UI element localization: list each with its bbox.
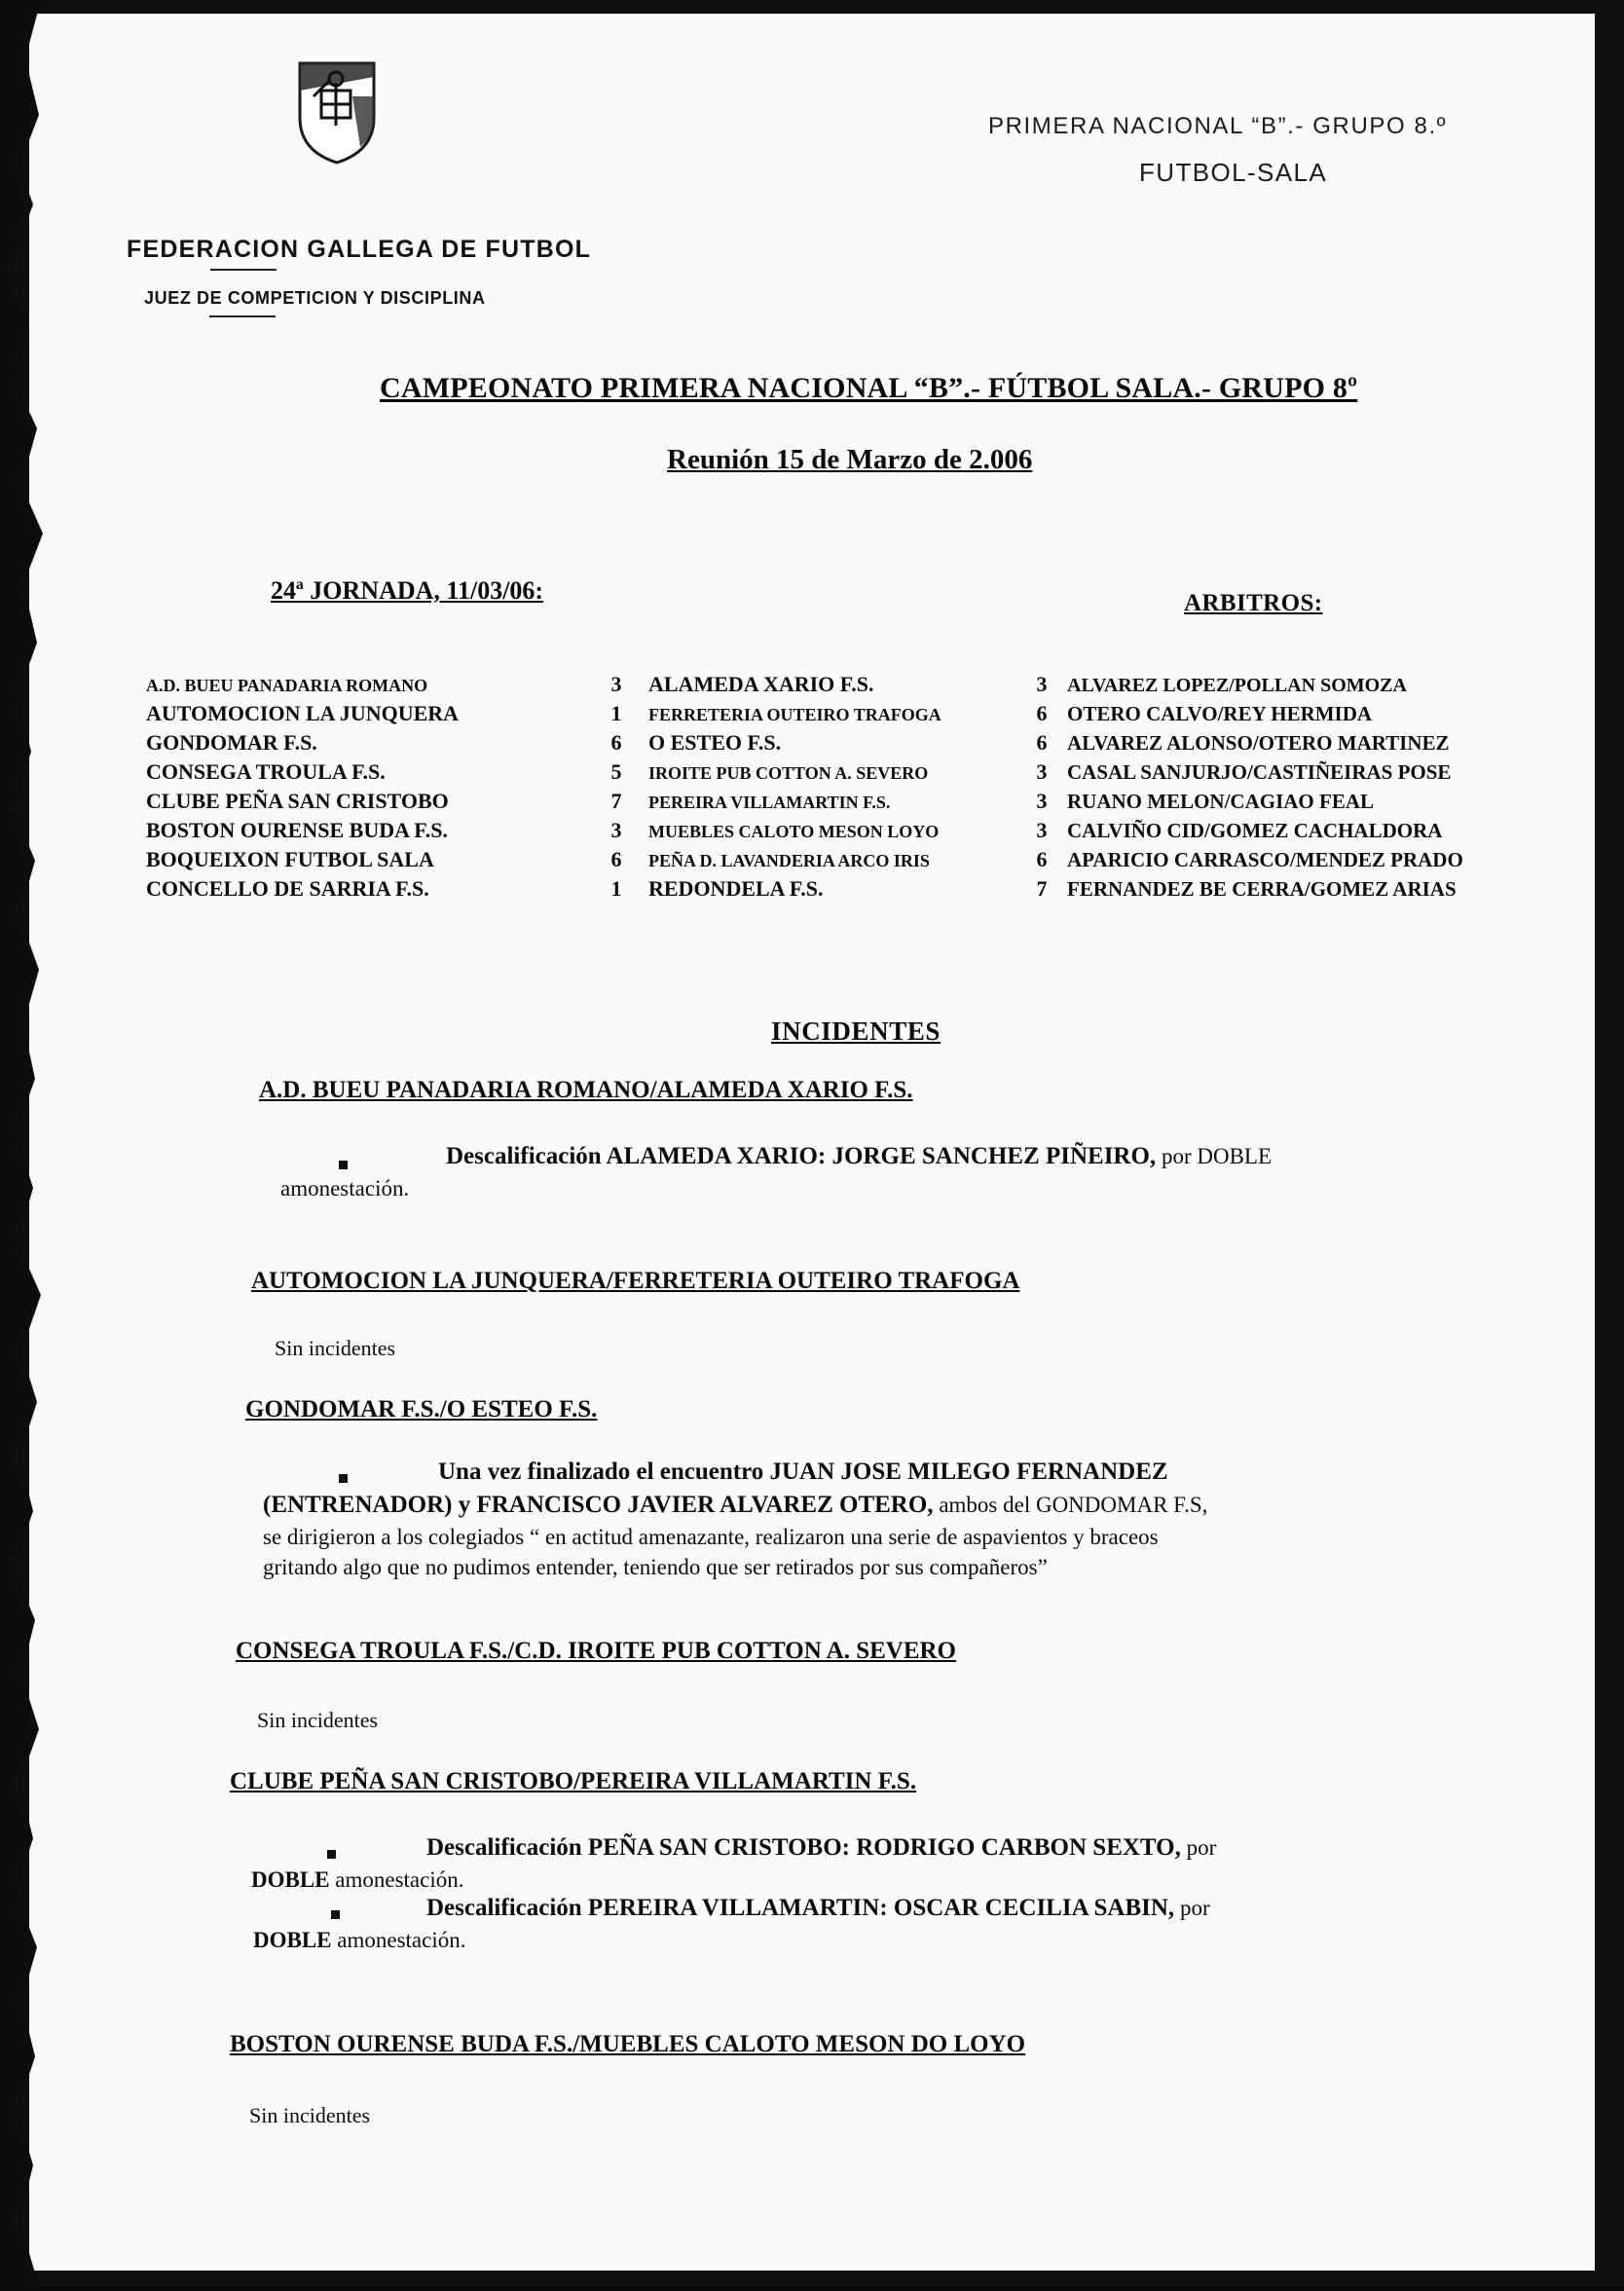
away-team: MUEBLES CALOTO MESON LOYO: [648, 822, 940, 841]
home-team: BOSTON OURENSE BUDA F.S.: [146, 818, 448, 842]
incidents-heading: INCIDENTES: [771, 1016, 941, 1046]
table-row: [146, 759, 1558, 789]
away-score: 3: [1036, 759, 1048, 784]
incident-text-end: amonestación.: [280, 1176, 410, 1201]
away-score: 6: [1036, 701, 1048, 725]
match-referees: CASAL SANJURJO/CASTIÑEIRAS POSE: [1067, 760, 1452, 784]
away-team: PEREIRA VILLAMARTIN F.S.: [648, 793, 891, 812]
home-score: 3: [610, 672, 622, 696]
table-row: [146, 847, 1558, 876]
incident-text-end: amonestación.: [329, 1867, 464, 1892]
home-score: 1: [610, 701, 622, 725]
match-heading: CLUBE PEÑA SAN CRISTOBO/PEREIRA VILLAMARTIN F.S.: [230, 1768, 917, 1794]
match-referees: FERNANDEZ BE CERRA/GOMEZ ARIAS: [1067, 877, 1457, 901]
incident-block-4: [236, 1638, 1521, 1733]
federation-rule-2: [209, 315, 276, 317]
match-referees: ALVAREZ LOPEZ/POLLAN SOMOZA: [1067, 675, 1407, 696]
away-team: REDONDELA F.S.: [648, 876, 824, 901]
table-row: [146, 876, 1558, 905]
away-team: IROITE PUB COTTON A. SEVERO: [648, 763, 929, 783]
away-score: 3: [1036, 818, 1048, 842]
away-team: PEÑA D. LAVANDERIA ARCO IRIS: [648, 851, 930, 870]
match-referees: ALVAREZ ALONSO/OTERO MARTINEZ: [1067, 731, 1450, 755]
meeting-date: Reunión 15 de Marzo de 2.006: [667, 444, 1033, 475]
match-referees: CALVIÑO CID/GOMEZ CACHALDORA: [1067, 819, 1443, 842]
home-score: 6: [610, 847, 622, 871]
shield-crest-icon: [294, 57, 380, 166]
incident-block-3: [245, 1396, 1531, 1423]
table-row: [146, 818, 1558, 847]
table-row: [146, 789, 1558, 818]
document-page: [29, 14, 1595, 2271]
matchday-heading: 24ª JORNADA, 11/03/06:: [271, 576, 544, 605]
table-row: [146, 701, 1558, 730]
home-score: 6: [610, 730, 622, 755]
document-content: [29, 14, 1595, 2271]
header-category-line: PRIMERA NACIONAL “B”.- GRUPO 8.º: [988, 113, 1448, 139]
federation-title: FEDERACION GALLEGA DE FUTBOL: [127, 236, 592, 263]
incident-text-bold: DOBLE: [251, 1867, 330, 1892]
home-team: CONCELLO DE SARRIA F.S.: [146, 876, 429, 901]
home-team: CLUBE PEÑA SAN CRISTOBO: [146, 789, 449, 813]
home-score: 1: [610, 876, 622, 901]
incident-block-1: [259, 1077, 1525, 1104]
home-score: 7: [610, 789, 622, 813]
match-heading: A.D. BUEU PANADARIA ROMANO/ALAMEDA XARIO F.S.: [259, 1077, 913, 1103]
referees-heading: ARBITROS:: [1184, 590, 1323, 616]
incident-line-4: gritando algo que no pudimos entender, teniendo que ser retirados por sus compañeros”: [263, 1555, 1048, 1580]
match-referees: RUANO MELON/CAGIAO FEAL: [1067, 790, 1375, 813]
home-score: 5: [610, 759, 622, 784]
match-referees: APARICIO CARRASCO/MENDEZ PRADO: [1067, 848, 1463, 871]
incident-block-2: [251, 1268, 1517, 1361]
incident-note: Sin incidentes: [257, 1708, 379, 1732]
match-heading: CONSEGA TROULA F.S./C.D. IROITE PUB COTTON A. SEVERO: [236, 1638, 957, 1664]
home-team: AUTOMOCION LA JUNQUERA: [146, 701, 460, 725]
away-score: 3: [1036, 789, 1048, 813]
away-score: 6: [1036, 730, 1048, 755]
incident-line-2b: ambos del GONDOMAR F.S,: [933, 1493, 1208, 1517]
home-team: A.D. BUEU PANADARIA ROMANO: [146, 676, 428, 695]
match-heading: GONDOMAR F.S./O ESTEO F.S.: [245, 1396, 598, 1423]
match-referees: OTERO CALVO/REY HERMIDA: [1067, 702, 1373, 725]
header-sport-line: FUTBOL-SALA: [1139, 158, 1328, 187]
incident-text: Descalificación PEREIRA VILLAMARTIN: OSCAR CECILIA SABIN,: [426, 1895, 1175, 1921]
incident-text-cont: por DOBLE: [1156, 1144, 1273, 1168]
away-team: O ESTEO F.S.: [648, 730, 782, 755]
incident-note: Sin incidentes: [275, 1336, 396, 1360]
incident-block-1-text: [280, 1141, 1527, 1202]
incident-text-cont: por: [1180, 1835, 1217, 1860]
incident-block-3-text: [263, 1457, 1499, 1582]
incident-line-2: (ENTRENADOR) y FRANCISCO JAVIER ALVAREZ OTERO,: [263, 1492, 934, 1518]
incident-block-5-text-2: [253, 1893, 1499, 1954]
federation-subtitle: JUEZ DE COMPETICION Y DISCIPLINA: [144, 288, 486, 308]
match-heading: AUTOMOCION LA JUNQUERA/FERRETERIA OUTEIRO TRAFOGA: [251, 1268, 1020, 1294]
home-team: GONDOMAR F.S.: [146, 730, 317, 755]
incident-block-5-text-1: [251, 1832, 1497, 1894]
match-heading: BOSTON OURENSE BUDA F.S./MUEBLES CALOTO MESON DO LOYO: [230, 2031, 1026, 2057]
incident-text-end: amonestación.: [331, 1928, 466, 1952]
incident-text-cont: por: [1174, 1896, 1210, 1920]
incident-note: Sin incidentes: [249, 2103, 371, 2127]
incident-text: Descalificación PEÑA SAN CRISTOBO: RODRIGO CARBON SEXTO,: [426, 1834, 1181, 1861]
away-score: 6: [1036, 847, 1048, 871]
incident-block-6: [230, 2031, 1515, 2128]
federation-rule-1: [210, 269, 277, 271]
away-team: ALAMEDA XARIO F.S.: [648, 672, 874, 696]
incident-line-1: Una vez finalizado el encuentro JUAN JOSE MILEGO FERNANDEZ: [438, 1459, 1168, 1485]
incident-block-5: [230, 1768, 1515, 1795]
home-score: 3: [610, 818, 622, 842]
away-score: 3: [1036, 672, 1048, 696]
home-team: CONSEGA TROULA F.S.: [146, 759, 386, 784]
table-row: [146, 672, 1558, 701]
away-team: FERRETERIA OUTEIRO TRAFOGA: [648, 705, 941, 724]
results-table: [146, 672, 1558, 905]
incident-text-bold: DOBLE: [253, 1928, 332, 1952]
table-row: [146, 730, 1558, 759]
home-team: BOQUEIXON FUTBOL SALA: [146, 847, 434, 871]
incident-text: Descalificación ALAMEDA XARIO: JORGE SANCHEZ PIÑEIRO,: [446, 1143, 1157, 1169]
incident-line-3: se dirigieron a los colegiados “ en actitud amenazante, realizaron una serie de aspavientos y braceos: [263, 1525, 1159, 1549]
away-score: 7: [1036, 876, 1048, 901]
page-title: CAMPEONATO PRIMERA NACIONAL “B”.- FÚTBOL SALA.- GRUPO 8º: [380, 372, 1358, 404]
